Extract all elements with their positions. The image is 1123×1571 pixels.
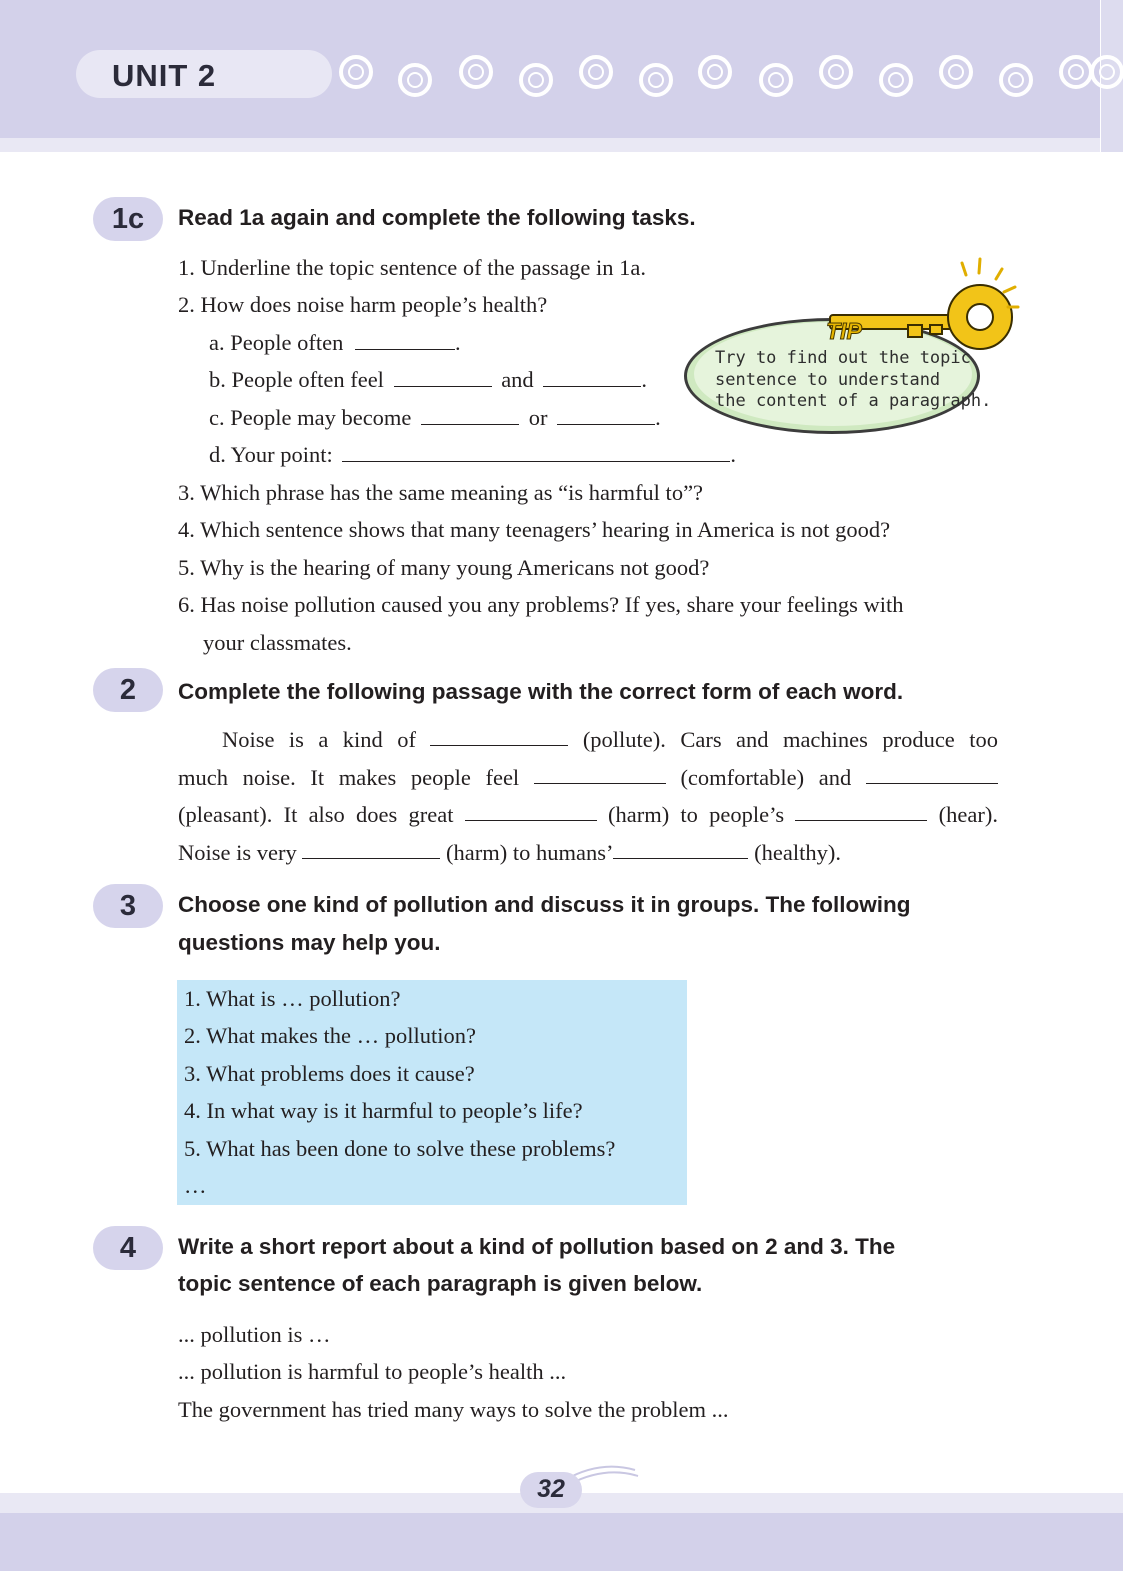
section-badge-2: 2 — [93, 668, 163, 712]
word: to — [680, 802, 698, 827]
task-item-6: 6. Has noise pollution caused you any problems? If yes, share your feelings with — [178, 592, 904, 617]
section-2-heading: Complete the following passage with the correct form of each word. — [178, 679, 904, 704]
header-strip — [0, 138, 1123, 152]
word: makes — [338, 764, 397, 790]
word: (pleasant). — [178, 802, 273, 827]
word: It — [283, 802, 298, 827]
question-item: 5. What has been done to solve these problems? — [184, 1136, 616, 1161]
answer-blank[interactable] — [557, 406, 655, 425]
word: too — [969, 727, 998, 752]
task-item-2a — [209, 330, 461, 356]
word: much — [178, 764, 228, 790]
answer-blank[interactable] — [465, 802, 597, 821]
ring-icon — [879, 63, 913, 97]
question-item: 2. What makes the … pollution? — [184, 1023, 477, 1048]
unit-title: UNIT 2 — [112, 58, 217, 93]
word: kind — [342, 727, 383, 752]
fill-in-passage — [178, 727, 998, 877]
answer-blank[interactable] — [534, 765, 666, 784]
item-2a-text: a. People often — [209, 330, 344, 355]
word: and — [818, 764, 852, 790]
word: (harm) — [607, 802, 670, 827]
question-item: 3. What problems does it cause? — [184, 1061, 475, 1086]
task-item-2c — [209, 405, 661, 431]
passage-line — [178, 727, 998, 765]
task-item-5: 5. Why is the hearing of many young Americans not good? — [178, 555, 710, 580]
ring-icon — [639, 63, 673, 97]
task-item-2b — [209, 367, 647, 393]
ring-icon — [459, 55, 493, 89]
section-4-heading: Write a short report about a kind of pollution based on 2 and 3. The — [178, 1234, 896, 1259]
ring-icon — [759, 63, 793, 97]
task-item-2: 2. How does noise harm people’s health? — [178, 292, 548, 317]
tip-label: TIP — [826, 318, 862, 344]
tip-text-line-1: Try to find out the topic — [715, 348, 971, 368]
ring-icon — [519, 63, 553, 97]
answer-blank[interactable] — [613, 840, 748, 859]
word: Noise — [178, 839, 231, 865]
word: It — [310, 764, 325, 790]
item-2c-or: or — [528, 405, 548, 430]
answer-blank[interactable] — [355, 331, 455, 350]
word: Cars — [680, 727, 722, 752]
answer-blank[interactable] — [394, 368, 492, 387]
word: (healthy). — [754, 839, 841, 865]
ring-icon — [999, 63, 1033, 97]
answer-blank[interactable] — [342, 443, 730, 462]
item-2b-text: b. People often feel — [209, 367, 384, 392]
task-item-2d — [209, 442, 736, 468]
answer-blank[interactable] — [543, 368, 641, 387]
answer-blank[interactable] — [430, 727, 568, 746]
period: . — [730, 442, 737, 467]
ring-icon — [1090, 55, 1123, 89]
question-item: 1. What is … pollution? — [184, 986, 401, 1011]
tip-text-line-3: the content of a paragraph. — [715, 391, 992, 411]
section-1c-heading: Read 1a again and complete the following tasks. — [178, 205, 696, 230]
word: (pollute). — [582, 727, 666, 752]
word: machines — [782, 727, 868, 752]
question-item: 4. In what way is it harmful to people’s life? — [184, 1098, 583, 1123]
word: humans’ — [535, 839, 614, 865]
item-2b-and: and — [501, 367, 534, 392]
tip-text-line-2: sentence to understand — [715, 370, 941, 390]
passage-line — [178, 840, 998, 878]
word: produce — [882, 727, 955, 752]
item-2c-text: c. People may become — [209, 405, 412, 430]
word: also — [308, 802, 345, 827]
ring-icon — [698, 55, 732, 89]
answer-blank[interactable] — [421, 406, 519, 425]
word: people’s — [709, 802, 785, 827]
question-box — [177, 980, 687, 1205]
task-item-1: 1. Underline the topic sentence of the passage in 1a. — [178, 255, 646, 280]
word: noise. — [242, 764, 296, 790]
word: feel — [485, 764, 520, 790]
word: very — [256, 839, 297, 865]
period: . — [655, 405, 661, 430]
section-4-heading-cont: topic sentence of each paragraph is given below. — [178, 1271, 703, 1296]
word: (comfortable) — [680, 764, 805, 790]
word: of — [397, 727, 416, 752]
section-3-heading: Choose one kind of pollution and discuss it in groups. The following — [178, 892, 911, 917]
ring-icon — [939, 55, 973, 89]
passage-line — [178, 765, 998, 803]
section-badge-4: 4 — [93, 1226, 163, 1270]
word: to — [512, 839, 531, 865]
section-badge-3: 3 — [93, 884, 163, 928]
ring-icon — [579, 55, 613, 89]
word: and — [736, 727, 769, 752]
task-item-3: 3. Which phrase has the same meaning as “is harmful to”? — [178, 480, 704, 505]
ring-icon — [819, 55, 853, 89]
footer-band — [0, 1513, 1123, 1571]
word: (hear). — [938, 802, 998, 827]
ring-icon — [1059, 55, 1093, 89]
item-2d-text: d. Your point: — [209, 442, 333, 467]
task-item-6-cont: your classmates. — [203, 630, 352, 655]
topic-sentence: The government has tried many ways to solve the problem ... — [178, 1397, 729, 1422]
section-badge-1c: 1c — [93, 197, 163, 241]
word: people — [410, 764, 471, 790]
question-item: … — [184, 1173, 207, 1198]
topic-sentence: ... pollution is harmful to people’s health ... — [178, 1359, 567, 1384]
section-3-heading-cont: questions may help you. — [178, 930, 441, 955]
task-item-4: 4. Which sentence shows that many teenagers’ hearing in America is not good? — [178, 517, 891, 542]
page-number: 32 — [537, 1475, 565, 1503]
word: (harm) — [446, 839, 508, 865]
period: . — [641, 367, 647, 392]
word: great — [408, 802, 454, 827]
answer-blank[interactable] — [866, 765, 998, 784]
answer-blank[interactable] — [302, 840, 440, 859]
word: Noise — [222, 727, 275, 752]
word: does — [356, 802, 398, 827]
topic-sentence: ... pollution is … — [178, 1322, 331, 1347]
answer-blank[interactable] — [795, 802, 927, 821]
word: a — [318, 727, 329, 752]
ring-icon — [339, 55, 373, 89]
ring-icon — [398, 63, 432, 97]
passage-line — [178, 802, 998, 840]
word: is — [236, 839, 252, 865]
period: . — [454, 330, 461, 355]
word: is — [288, 727, 304, 752]
